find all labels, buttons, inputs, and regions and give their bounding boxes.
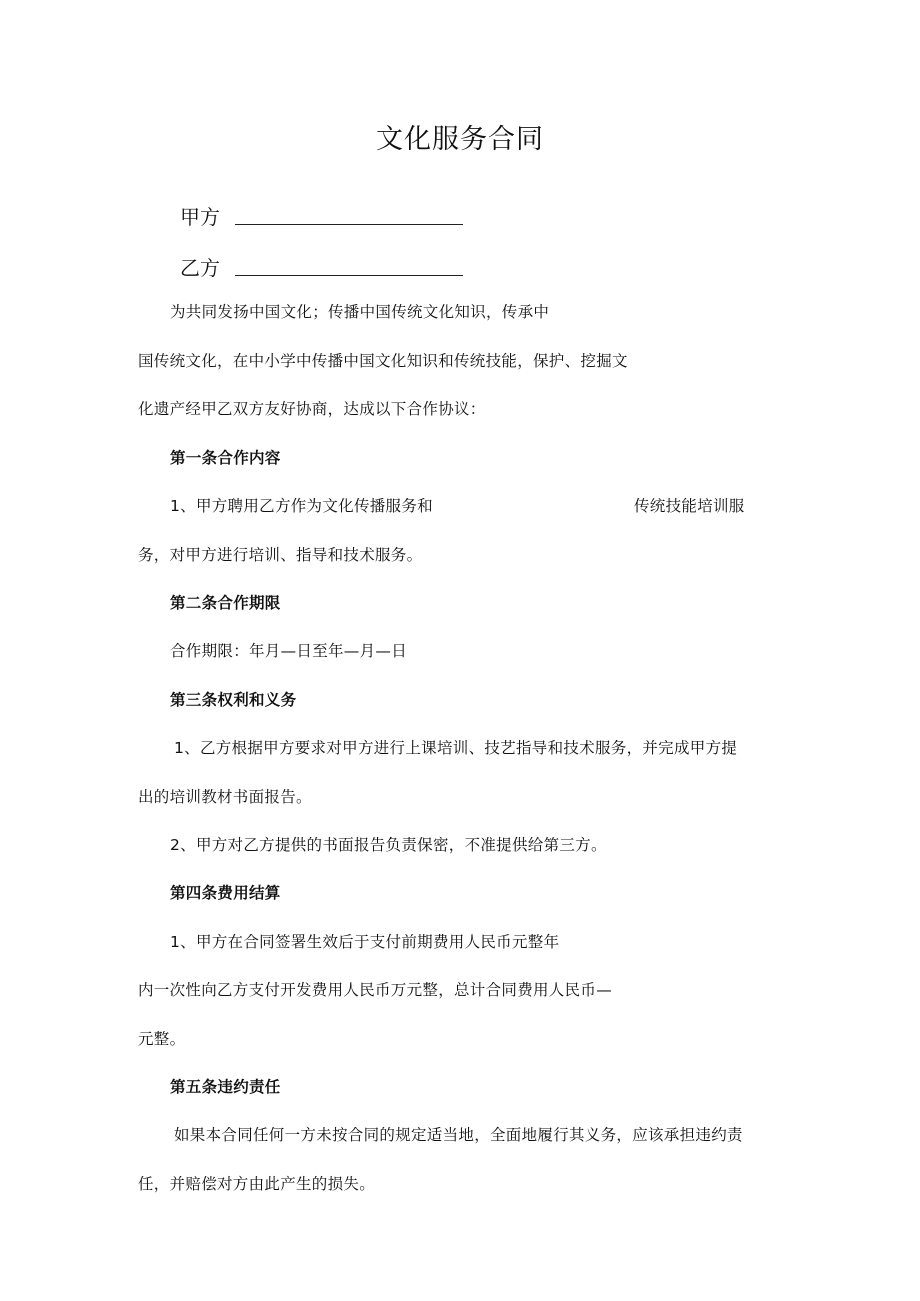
article-5-text-cont: 任，并赔偿对方由此产生的损失。 <box>138 1175 376 1193</box>
party-a-blank-line <box>235 201 463 225</box>
article-4-item-1: 1、甲方在合同签署生效后于支付前期费用人民币元整年 <box>170 933 560 951</box>
document-title: 文化服务合同 <box>376 124 544 155</box>
article-1-item-1: 1、甲方聘用乙方作为文化传播服务和 <box>170 497 433 515</box>
article-1-heading: 第一条合作内容 <box>170 449 281 467</box>
article-1-item-1-part-2: 传统技能培训服 <box>634 497 745 515</box>
article-3-heading: 第三条权利和义务 <box>170 691 297 709</box>
article-4-heading: 第四条费用结算 <box>170 884 281 902</box>
party-a-row <box>180 201 463 233</box>
preamble-line-2: 国传统文化，在中小学中传播中国文化知识和传统技能，保护、挖掘文 <box>138 352 628 370</box>
party-b-blank-line <box>235 252 463 276</box>
article-2-heading: 第二条合作期限 <box>170 594 281 612</box>
article-5-heading: 第五条违约责任 <box>170 1078 281 1096</box>
party-b-label: 乙方 <box>180 256 220 280</box>
article-2-term: 合作期限：年月—日至年—月—日 <box>170 642 408 660</box>
article-4-item-1-cont-2: 元整。 <box>138 1030 186 1048</box>
article-3-item-2: 2、甲方对乙方提供的书面报告负责保密，不准提供给第三方。 <box>170 836 607 854</box>
article-1-item-1-cont: 务，对甲方进行培训、指导和技术服务。 <box>138 546 423 564</box>
article-3-item-1-cont: 出的培训教材书面报告。 <box>138 788 312 806</box>
party-b-row <box>180 252 463 284</box>
article-3-item-1: 1、乙方根据甲方要求对甲方进行上课培训、技艺指导和技术服务，并完成甲方提 <box>174 739 738 757</box>
article-5-text: 如果本合同任何一方未按合同的规定适当地，全面地履行其义务，应该承担违约责 <box>174 1126 743 1144</box>
article-4-item-1-cont-1: 内一次性向乙方支付开发费用人民币万元整，总计合同费用人民币— <box>138 981 613 999</box>
preamble-line-1: 为共同发扬中国文化；传播中国传统文化知识，传承中 <box>170 303 550 321</box>
preamble-line-3: 化遗产经甲乙双方友好协商，达成以下合作协议： <box>138 400 486 418</box>
party-a-label: 甲方 <box>180 205 220 229</box>
